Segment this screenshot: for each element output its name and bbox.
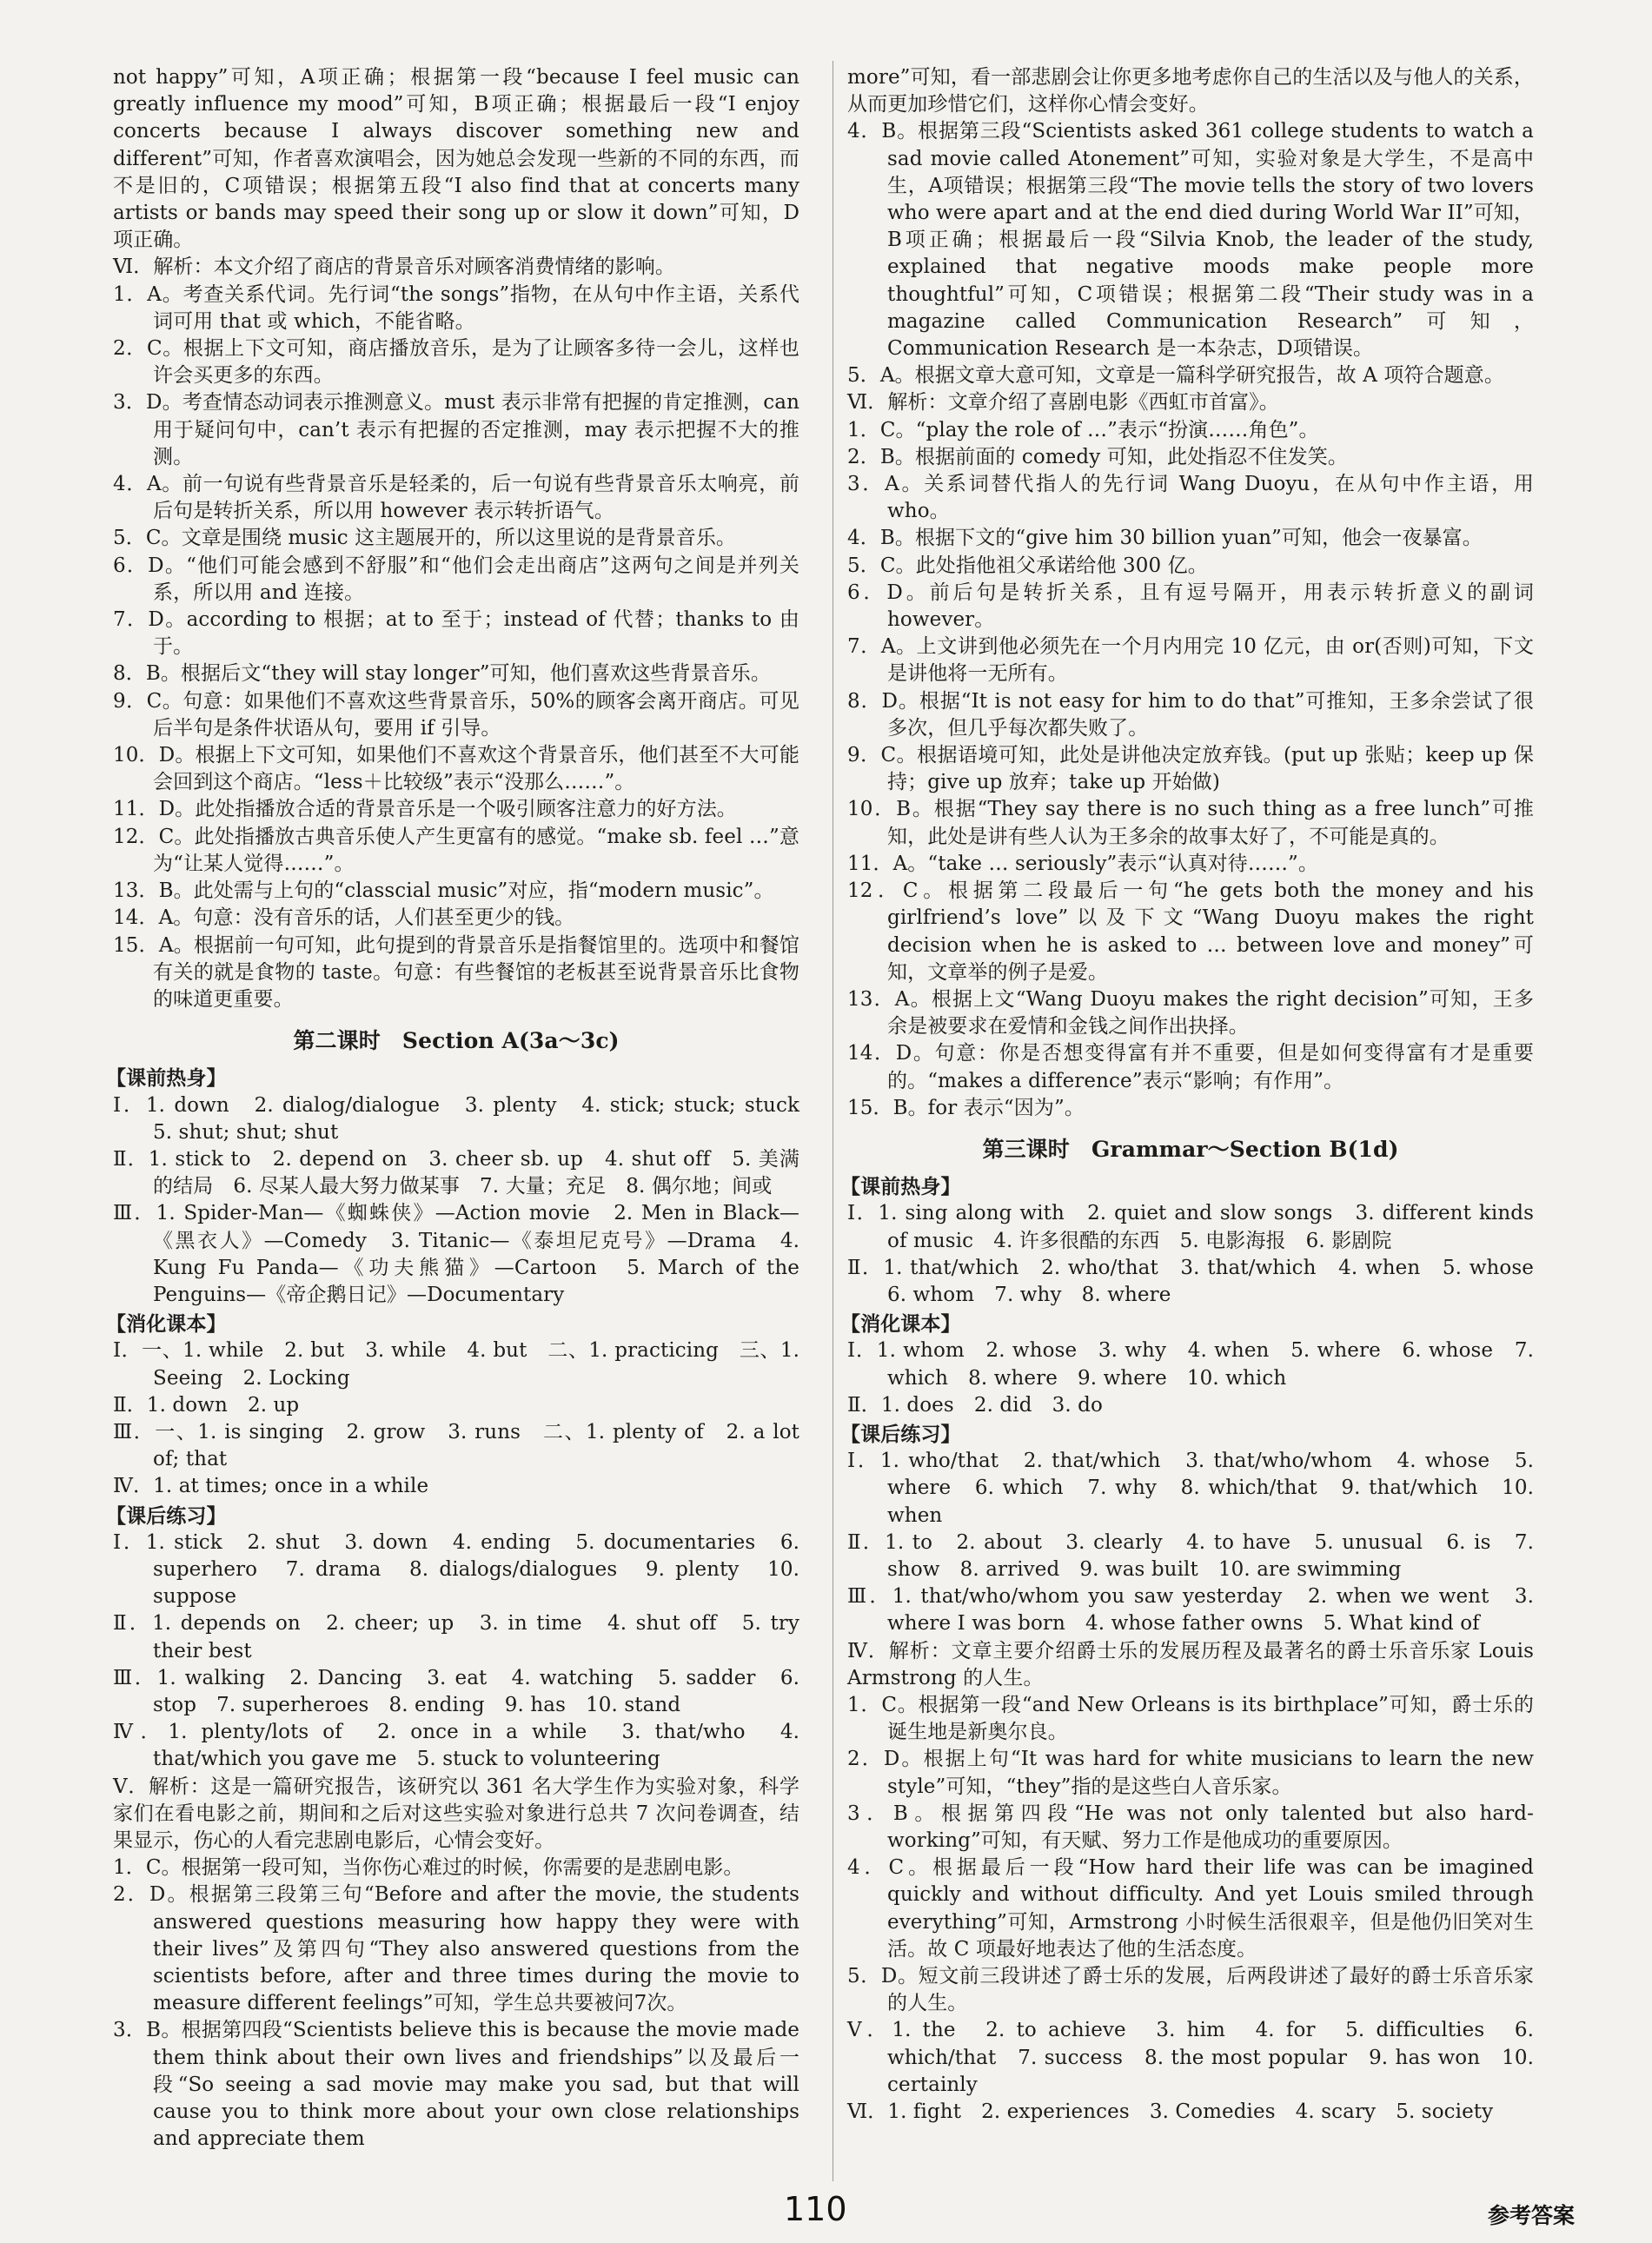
answer-item: 12．C。此处指播放古典音乐使人产生更富有的感觉。“make sb. feel …”意为“让某人觉得……”。 (113, 825, 799, 875)
answer-item: 1．A。考查关系代词。先行词“the songs”指物，在从句中作主语，关系代词可用 that 或 which，不能省略。 (113, 282, 799, 333)
answer-item: Ⅰ．一、1. while 2. but 3. while 4. but 二、1. practicing 三、1. Seeing 2. Locking (113, 1339, 799, 1390)
answer-item: 7．A。上文讲到他必须先在一个月内用完 10 亿元，由 or(否则)可知，下文是讲他将一无所有。 (847, 635, 1534, 686)
subsection-label: 【消化课本】 (840, 1312, 961, 1337)
answer-item: Ⅳ．解析：文章主要介绍爵士乐的发展历程及最著名的爵士乐音乐家 Louis Armstrong 的人生。 (847, 1639, 1534, 1689)
answer-item: 4．C。根据最后一段“How hard their life was can be imagined quickly and without difficulty. And yet Louis smiled through everything”可知，Armstrong 小时候生活很艰辛，但是他仍旧笑对生活。故 C 项最好地表达了他的生活态度。 (847, 1856, 1534, 1961)
answer-item: Ⅲ．1. walking 2. Dancing 3. eat 4. watching 5. sadder 6. stop 7. superheroes 8. ending 9. has 10. stand (113, 1666, 799, 1716)
answer-item: 15．B。for 表示“因为”。 (847, 1096, 1085, 1119)
answer-item: 15．A。根据前一句可知，此句提到的背景音乐是指餐馆里的。选项中和餐馆有关的就是食物的 taste。句意：有些餐馆的老板甚至说背景音乐比食物的味道更重要。 (113, 933, 799, 1011)
section-heading: 第二课时 Section A(3a～3c) (293, 1028, 620, 1054)
answer-item: 14．A。句意：没有音乐的话，人们甚至更少的钱。 (113, 906, 575, 930)
subsection-label: 【课后练习】 (106, 1503, 227, 1528)
answer-item: 4．B。根据下文的“give him 30 billion yuan”可知，他会一夜暴富。 (847, 527, 1483, 550)
answer-item: Ⅰ．1. who/that 2. that/which 3. that/who/whom 4. whose 5. where 6. which 7. why 8. which/that 9. that/which 10. when (847, 1450, 1534, 1527)
answer-item: 9．C。句意：如果他们不喜欢这些背景音乐，50%的顾客会离开商店。可见后半句是条件状语从句，要用 if 引导。 (113, 689, 799, 740)
answer-item: 2．D。根据第三段第三句“Before and after the movie, the students answered questions measuring how happy they were with their lives”及第四句“They also answered questions from the scientists before, after and three times during the movie to measure different feelings”可知，学生总共要被问7次。 (113, 1883, 799, 2015)
answer-item: 10．B。根据“They say there is no such thing as a free lunch”可推知，此处是讲有些人认为王多余的故事太好了，不可能是真的。 (847, 798, 1534, 848)
answer-item: 11．A。“take … seriously”表示“认真对待……”。 (847, 852, 1319, 875)
section-heading: 第三课时 Grammar～Section B(1d) (982, 1136, 1399, 1162)
left-column (106, 64, 820, 2153)
answer-item: 7．D。according to 根据；at to 至于；instead of 代替；thanks to 由于。 (113, 608, 799, 659)
answer-item: Ⅱ．1. down 2. up (113, 1393, 300, 1417)
answer-item: Ⅱ．1. to 2. about 3. clearly 4. to have 5. unusual 6. is 7. show 8. arrived 9. was built 10. are swimming (847, 1530, 1534, 1581)
answer-item: 2．B。根据前面的 comedy 可知，此处指忍不住发笑。 (847, 445, 1348, 468)
answer-item: 9．C。根据语境可知，此处是讲他决定放弃钱。(put up 张贴；keep up 保持；give up 放弃；take up 开始做) (847, 744, 1534, 794)
answer-item: 4．A。前一句说有些背景音乐是轻柔的，后一句说有些背景音乐太响亮，前后句是转折关系，所以用 however 表示转折语气。 (113, 473, 799, 523)
answer-item: Ⅱ．1. depends on 2. cheer; up 3. in time 4. shut off 5. try their best (113, 1612, 799, 1662)
page-number: 110 (784, 2190, 847, 2228)
answer-item: 6．D。“他们可能会感到不舒服”和“他们会走出商店”这两句之间是并列关系，所以用 and 连接。 (113, 554, 799, 604)
answer-item: 8．B。根据后文“they will stay longer”可知，他们喜欢这些背景音乐。 (113, 662, 771, 686)
answer-item: Ⅴ．1. the 2. to achieve 3. him 4. for 5. difficulties 6. which/that 7. success 8. the most popular 9. has won 10. certainly (847, 2019, 1534, 2096)
answer-item: 12．C。根据第二段最后一句“he gets both the money and his girlfriend’s love”以及下文“Wang Duoyu makes the right decision when he is asked to … between love and money”可知，文章举的例子是爱。 (847, 879, 1534, 984)
answer-item: Ⅵ．1. fight 2. experiences 3. Comedies 4. scary 5. society (847, 2100, 1494, 2124)
answer-item: 1．C。根据第一段“and New Orleans is its birthplace”可知，爵士乐的诞生地是新奥尔良。 (847, 1693, 1534, 1744)
answer-item: Ⅰ．1. down 2. dialog/dialogue 3. plenty 4. stick; stuck; stuck 5. shut; shut; shut (113, 1093, 820, 1144)
answer-item: 10．D。根据上下文可知，如果他们不喜欢这个背景音乐，他们甚至不大可能会回到这个商店。“less＋比较级”表示“没那么……”。 (113, 744, 799, 794)
answer-item: Ⅱ．1. stick to 2. depend on 3. cheer sb. up 4. shut off 5. 美满的结局 6. 尽某人最大努力做某事 7. 大量；充足 8. 偶尔地；间或 (113, 1147, 799, 1198)
answer-item: 6．D。前后句是转折关系，且有逗号隔开，用表示转折意义的副词 however。 (847, 581, 1534, 632)
answer-item: 3．D。考查情态动词表示推测意义。must 表示非常有把握的肯定推测，can 用于疑问句中，can’t 表示有把握的否定推测，may 表示把握不大的推测。 (113, 391, 799, 468)
answer-item: 14．D。句意：你是否想变得富有并不重要，但是如何变得富有才是重要的。“makes a difference”表示“影响；有作用”。 (847, 1042, 1534, 1092)
answer-item: Ⅲ．1. Spider-Man—《蜘蛛侠》—Action movie 2. Men in Black—《黑衣人》—Comedy 3. Titanic—《泰坦尼克号》—Drama 4. Kung Fu Panda—《功夫熊猫》—Cartoon 5. March of the Penguins—《帝企鹅日记》—Documentary (113, 1202, 799, 1306)
subsection-label: 【课前热身】 (106, 1066, 227, 1091)
right-column (840, 64, 1555, 2126)
subsection-label: 【消化课本】 (106, 1312, 227, 1337)
answer-item: more”可知，看一部悲剧会让你更多地考虑你自己的生活以及与他人的关系，从而更加珍惜它们，这样你心情会变好。 (847, 66, 1534, 116)
answer-item: 8．D。根据“It is not easy for him to do that”可推知，王多余尝试了很多次，但几乎每次都失败了。 (847, 689, 1534, 740)
answer-item: 4．B。根据第三段“Scientists asked 361 college students to watch a sad movie called Atonement”可知，实验对象是大学生，不是高中生，A项错误；根据第三段“The movie tells the story of two lovers who were apart and at the end died during World War II”可知，B项正确；根据最后一段“Silvia Knob, the leader of the study, explained that negative moods make people more thoughtful”可知，C项错误；根据第二段“Their study was in a magazine called Communication Research”可知，Communication Research 是一本杂志，D项错误。 (847, 120, 1534, 361)
answer-item: Ⅳ．1. at times; once in a while (113, 1475, 429, 1498)
subsection-label: 【课后练习】 (840, 1422, 961, 1446)
answer-item: Ⅲ．1. that/who/whom you saw yesterday 2. when we went 3. where I was born 4. whose father owns 5. What kind of (847, 1585, 1534, 1636)
answer-item: 5．D。短文前三段讲述了爵士乐的发展，后两段讲述了最好的爵士乐音乐家的人生。 (847, 1965, 1534, 2015)
answer-item: Ⅰ．1. stick 2. shut 3. down 4. ending 5. documentaries 6. superhero 7. drama 8. dialogs/dialogues 9. plenty 10. suppose (113, 1530, 799, 1609)
answer-item: Ⅱ．1. does 2. did 3. do (847, 1393, 1103, 1417)
answer-item: not happy”可知，A项正确；根据第一段“because I feel music can greatly influence my mood”可知，B项正确；根据最后一段“I enjoy concerts because I always discover something new and different”可知，作者喜欢演唱会，因为她总会发现一些新的不同的东西，而不是旧的，C项错误；根据第五段“I also find that at concerts many artists or bands may speed their song up or slow it down”可知，D项正确。 (113, 66, 799, 252)
answer-item: 1．C。根据第一段可知，当你伤心难过的时候，你需要的是悲剧电影。 (113, 1856, 744, 1880)
answer-item: Ⅲ．一、1. is singing 2. grow 3. runs 二、1. plenty of 2. a lot of; that (113, 1420, 799, 1471)
answer-item: 5．A。根据文章大意可知，文章是一篇科学研究报告，故 A 项符合题意。 (847, 364, 1504, 388)
answer-item: 5．C。文章是围绕 music 这主题展开的，所以这里说的是背景音乐。 (113, 527, 737, 550)
section-label: 参考答案 (1488, 2203, 1576, 2228)
subsection-label: 【课前热身】 (840, 1175, 961, 1199)
answer-item: 2．D。根据上句“It was hard for white musicians to learn the new style”可知，“they”指的是这些白人音乐家。 (847, 1748, 1534, 1798)
answer-item: 1．C。“play the role of …”表示“扮演……角色”。 (847, 418, 1319, 441)
answer-item: 13．A。根据上文“Wang Duoyu makes the right decision”可知，王多余是被要求在爱情和金钱之间作出抉择。 (847, 987, 1534, 1039)
answer-item: 13．B。此处需与上句的“classcial music”对应，指“modern music”。 (113, 879, 774, 903)
answer-item: Ⅵ．解析：本文介绍了商店的背景音乐对顾客消费情绪的影响。 (113, 255, 675, 279)
answer-item: Ⅰ．1. sing along with 2. quiet and slow songs 3. different kinds of music 4. 许多很酷的东西 5. 电影海报 6. 影剧院 (847, 1202, 1534, 1252)
answer-item: Ⅵ．解析：文章介绍了喜剧电影《西虹市首富》。 (847, 391, 1279, 415)
answer-item: 11．D。此处指播放合适的背景音乐是一个吸引顾客注意力的好方法。 (113, 798, 737, 821)
answer-item: Ⅳ．1. plenty/lots of 2. once in a while 3. that/who 4. that/which you gave me 5. stuck to volunteering (113, 1721, 799, 1771)
answer-item: Ⅱ．1. that/which 2. who/that 3. that/which 4. when 5. whose 6. whom 7. why 8. where (847, 1256, 1555, 1306)
answer-item: 3．A。关系词替代指人的先行词 Wang Duoyu，在从句中作主语，用 who。 (847, 473, 1534, 523)
answer-item: Ⅴ．解析：这是一篇研究报告，该研究以 361 名大学生作为实验对象，科学家们在看电影之前，期间和之后对这些实验对象进行总共 7 次问卷调查，结果显示，伤心的人看完悲剧电影后，心情会变好。 (113, 1775, 799, 1852)
answer-item: Ⅰ．1. whom 2. whose 3. why 4. when 5. where 6. whose 7. which 8. where 9. where 10. which (847, 1339, 1534, 1390)
answer-item: 3．B。根据第四段“He was not only talented but also hard-working”可知，有天赋、努力工作是他成功的重要原因。 (847, 1802, 1534, 1852)
answer-item: 3．B。根据第四段“Scientists believe this is because the movie made them think about their own lives and friendships”以及最后一段“So seeing a sad movie may make you sad, but that will cause you to think more about your own close relationships and appreciate them (113, 2019, 799, 2151)
answer-item: 2．C。根据上下文可知，商店播放音乐，是为了让顾客多待一会儿，这样也许会买更多的东西。 (113, 337, 799, 388)
answer-item: 5．C。此处指他祖父承诺给他 300 亿。 (847, 554, 1208, 577)
